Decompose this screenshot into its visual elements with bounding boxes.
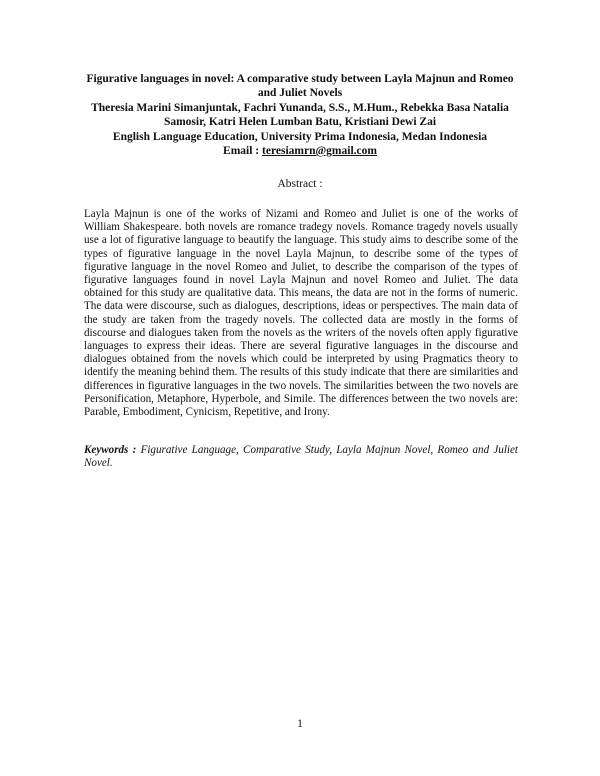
abstract-heading: Abstract :	[277, 178, 323, 190]
authors-line-2: Samosir, Katri Helen Lumban Batu, Kristiani Dewi Zai	[163, 116, 437, 129]
keywords-label: Keywords :	[84, 444, 137, 456]
email-link[interactable]: teresiamrn@gmail.com	[262, 145, 377, 158]
affiliation: English Language Education, University Prima Indonesia, Medan Indonesia	[112, 130, 488, 143]
keywords-text: Figurative Language, Comparative Study, Layla Majnun Novel, Romeo and Juliet Novel.	[84, 444, 519, 470]
abstract-body: Layla Majnun is one of the works of Nizami and Romeo and Juliet is one of the works of William Shakespeare. both novels are romance tradegy novels. Romance tragedy novels usually use a lot of figurative language to beautify the language. This study aims to describe some of the types of figurative language in the novel Layla Majnun, to describe some of the types of figurative language in the novel Romeo and Juliet, to describe the comparison of the types of figurative languages found in novel Layla Majnun and novel Romeo and Juliet. The data obtained for this study are qualitative data. This means, the data are not in the forms of numeric. The data were discourse, such as dialogues, descriptions, ideas or perspectives. The main data of the study are taken from the tragedy novels. The collected data are mostly in the forms of discourse and dialogues taken from the novels as the writers of the novels often apply figurative languages to express their ideas. There are several figurative languages in the discourse and dialogues obtained from the novels which could be interpreted by using Pragmatics theory to identify the meaning behind them. The results of this study indicate that there are similarities and differences in figurative languages in the two novels. The similarities between the two novels are Personification, Metaphore, Hyperbole, and Simile. The differences between the two novels are: Parable, Embodiment, Cynicism, Repetitive, and Irony.	[84, 208, 518, 419]
email-line	[70, 144, 530, 158]
paper-title-line-1: Figurative languages in novel: A comparative study between Layla Majnun and Romeo	[86, 73, 514, 85]
paper-title-line-2: and Juliet Novels	[257, 87, 343, 100]
paper-header	[70, 72, 530, 158]
authors-line-1: Theresia Marini Simanjuntak, Fachri Yunanda, S.S., M.Hum., Rebekka Basa Natalia	[91, 101, 509, 114]
keywords-paragraph	[84, 444, 518, 470]
page-number: 1	[297, 718, 303, 730]
email-label: Email :	[223, 145, 263, 158]
